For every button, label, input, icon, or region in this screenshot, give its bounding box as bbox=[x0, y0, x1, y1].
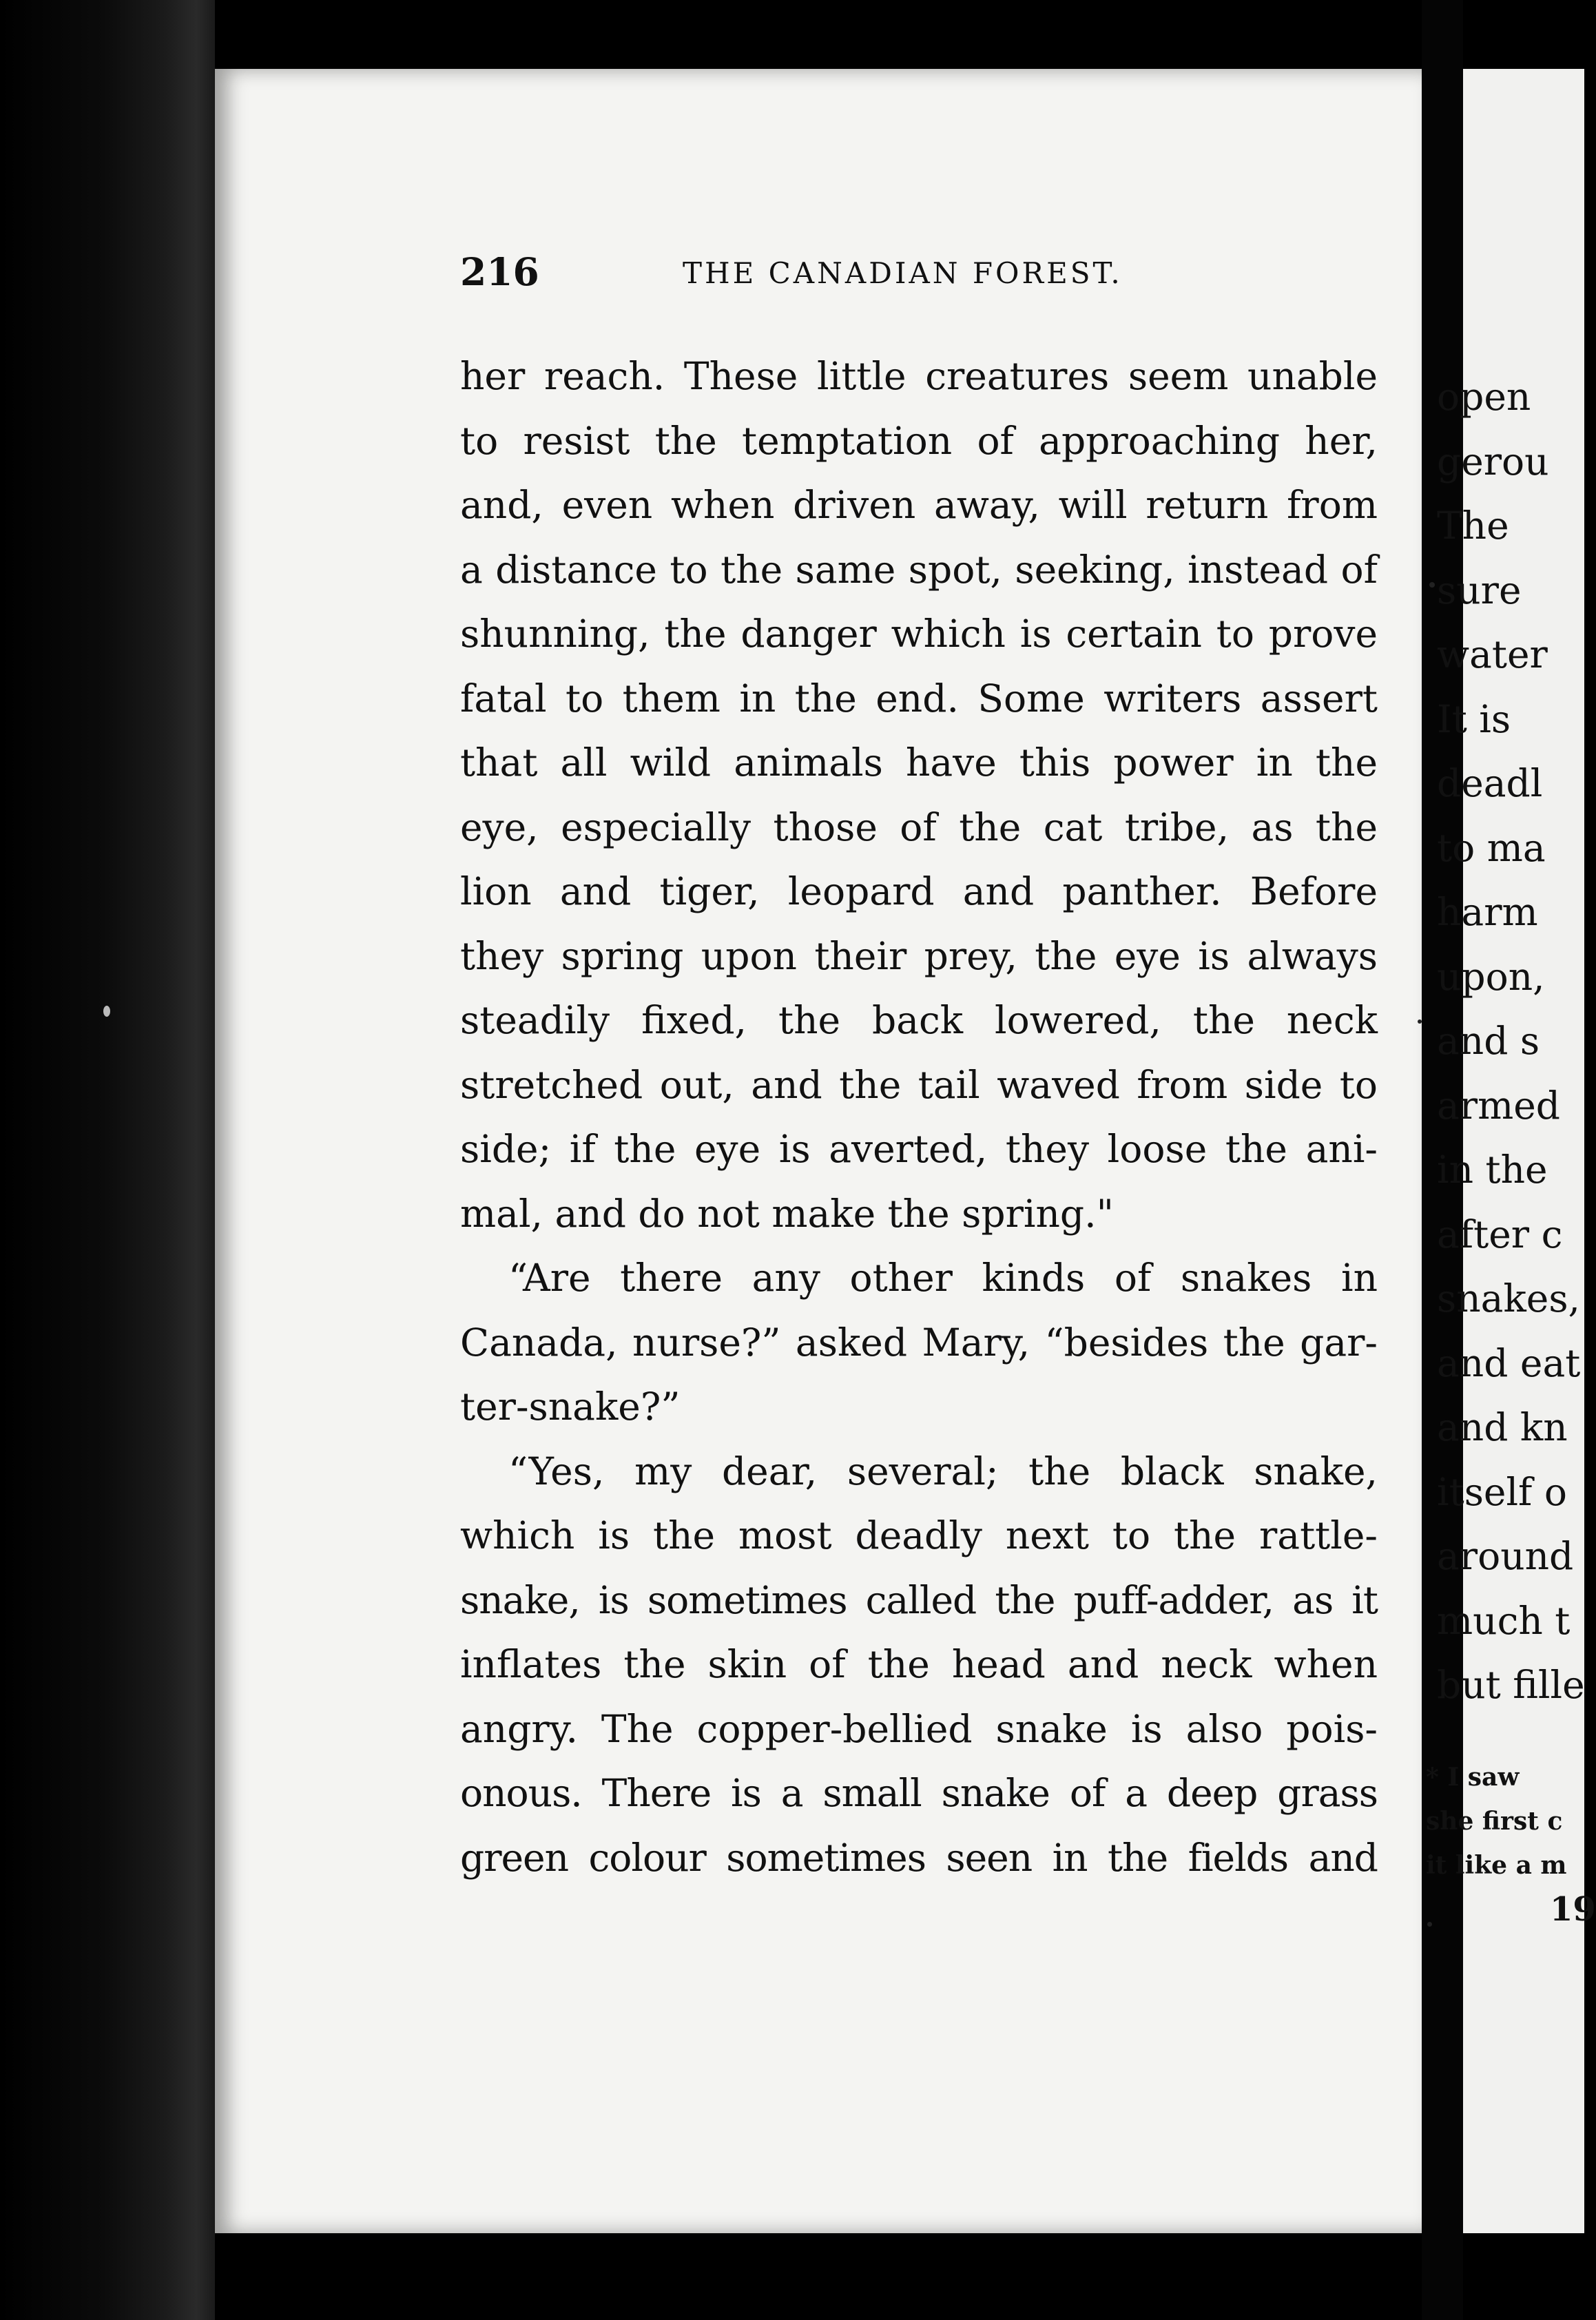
text-line: onous. There is a small snake of a deep grass bbox=[460, 1771, 1378, 1815]
text-line: her reach. These little creatures seem unable bbox=[460, 354, 1378, 398]
adjacent-text-line: and kn bbox=[1437, 1405, 1568, 1449]
text-line: inflates the skin of the head and neck when bbox=[460, 1642, 1378, 1686]
page-number: 216 bbox=[460, 249, 539, 294]
adjacent-text-line: sure bbox=[1437, 568, 1522, 612]
text-line: a distance to the same spot, seeking, instead of bbox=[460, 547, 1378, 592]
adjacent-text-line: open bbox=[1437, 375, 1531, 419]
text-line: lion and tiger, leopard and panther. Before bbox=[460, 869, 1378, 913]
footnote-line: she first c bbox=[1426, 1807, 1563, 1836]
text-line: mal, and do not make the spring." bbox=[460, 1191, 1114, 1236]
book-binding-edge bbox=[0, 0, 215, 2320]
text-line: they spring upon their prey, the eye is always bbox=[460, 933, 1378, 978]
text-line: stretched out, and the tail waved from side to bbox=[460, 1062, 1378, 1107]
adjacent-text-line: and s bbox=[1437, 1019, 1540, 1063]
text-line: green colour sometimes seen in the fields and bbox=[460, 1835, 1378, 1880]
adjacent-text-line: after c bbox=[1437, 1212, 1563, 1256]
text-line: eye, especially those of the cat tribe, as the bbox=[460, 805, 1378, 849]
adjacent-text-line: in the bbox=[1437, 1148, 1548, 1192]
running-title: THE CANADIAN FOREST. bbox=[683, 256, 1123, 290]
body-text bbox=[460, 344, 1378, 1890]
adjacent-text-line: The bbox=[1437, 504, 1509, 548]
adjacent-text-line: water bbox=[1437, 632, 1548, 676]
text-line: angry. The copper-bellied snake is also pois- bbox=[460, 1706, 1378, 1751]
adjacent-text-line: to ma bbox=[1437, 825, 1546, 870]
text-line: that all wild animals have this power in the bbox=[460, 740, 1378, 785]
scan-speck bbox=[1429, 582, 1435, 588]
page-header bbox=[460, 249, 1376, 298]
adjacent-text-line: snakes, bbox=[1437, 1276, 1581, 1320]
text-line: “Yes, my dear, several; the black snake, bbox=[508, 1449, 1378, 1493]
text-line: ter-snake?” bbox=[460, 1385, 681, 1429]
adjacent-text-line: but fille bbox=[1437, 1663, 1585, 1707]
footnote-line: * I saw bbox=[1426, 1763, 1520, 1792]
text-line: steadily fixed, the back lowered, the neck bbox=[460, 998, 1378, 1042]
text-line: which is the most deadly next to the rattle- bbox=[460, 1513, 1378, 1557]
scan-speck bbox=[1427, 1922, 1432, 1927]
adjacent-text-line: It is bbox=[1437, 696, 1511, 741]
scan-speck bbox=[103, 1006, 110, 1017]
adjacent-text-line: upon, bbox=[1437, 954, 1545, 999]
adjacent-text-line: armed bbox=[1437, 1083, 1560, 1128]
adjacent-page-folio: 19 bbox=[1550, 1890, 1596, 1929]
adjacent-page-footnote bbox=[1426, 1755, 1567, 1887]
text-line: to resist the temptation of approaching her, bbox=[460, 418, 1378, 463]
adjacent-text-line: gerou bbox=[1437, 439, 1549, 484]
scan-speck bbox=[1418, 1019, 1422, 1024]
adjacent-page-text bbox=[1437, 365, 1585, 1718]
text-line: side; if the eye is averted, they loose the ani- bbox=[460, 1127, 1378, 1171]
adjacent-text-line: harm bbox=[1437, 890, 1538, 934]
text-line: Canada, nurse?” asked Mary, “besides the gar- bbox=[460, 1320, 1378, 1365]
text-line: and, even when driven away, will return from bbox=[460, 483, 1378, 527]
adjacent-text-line: around bbox=[1437, 1534, 1574, 1578]
adjacent-text-line: deadl bbox=[1437, 761, 1543, 805]
adjacent-text-line: much t bbox=[1437, 1598, 1571, 1643]
text-line: snake, is sometimes called the puff-adder, as it bbox=[460, 1577, 1378, 1622]
footnote-line: it like a m bbox=[1426, 1851, 1567, 1880]
text-line: shunning, the danger which is certain to prove bbox=[460, 612, 1378, 656]
adjacent-text-line: itself o bbox=[1437, 1469, 1568, 1514]
adjacent-text-line: and eat bbox=[1437, 1340, 1581, 1385]
text-line: fatal to them in the end. Some writers assert bbox=[460, 676, 1378, 721]
text-line: “Are there any other kinds of snakes in bbox=[508, 1256, 1378, 1300]
